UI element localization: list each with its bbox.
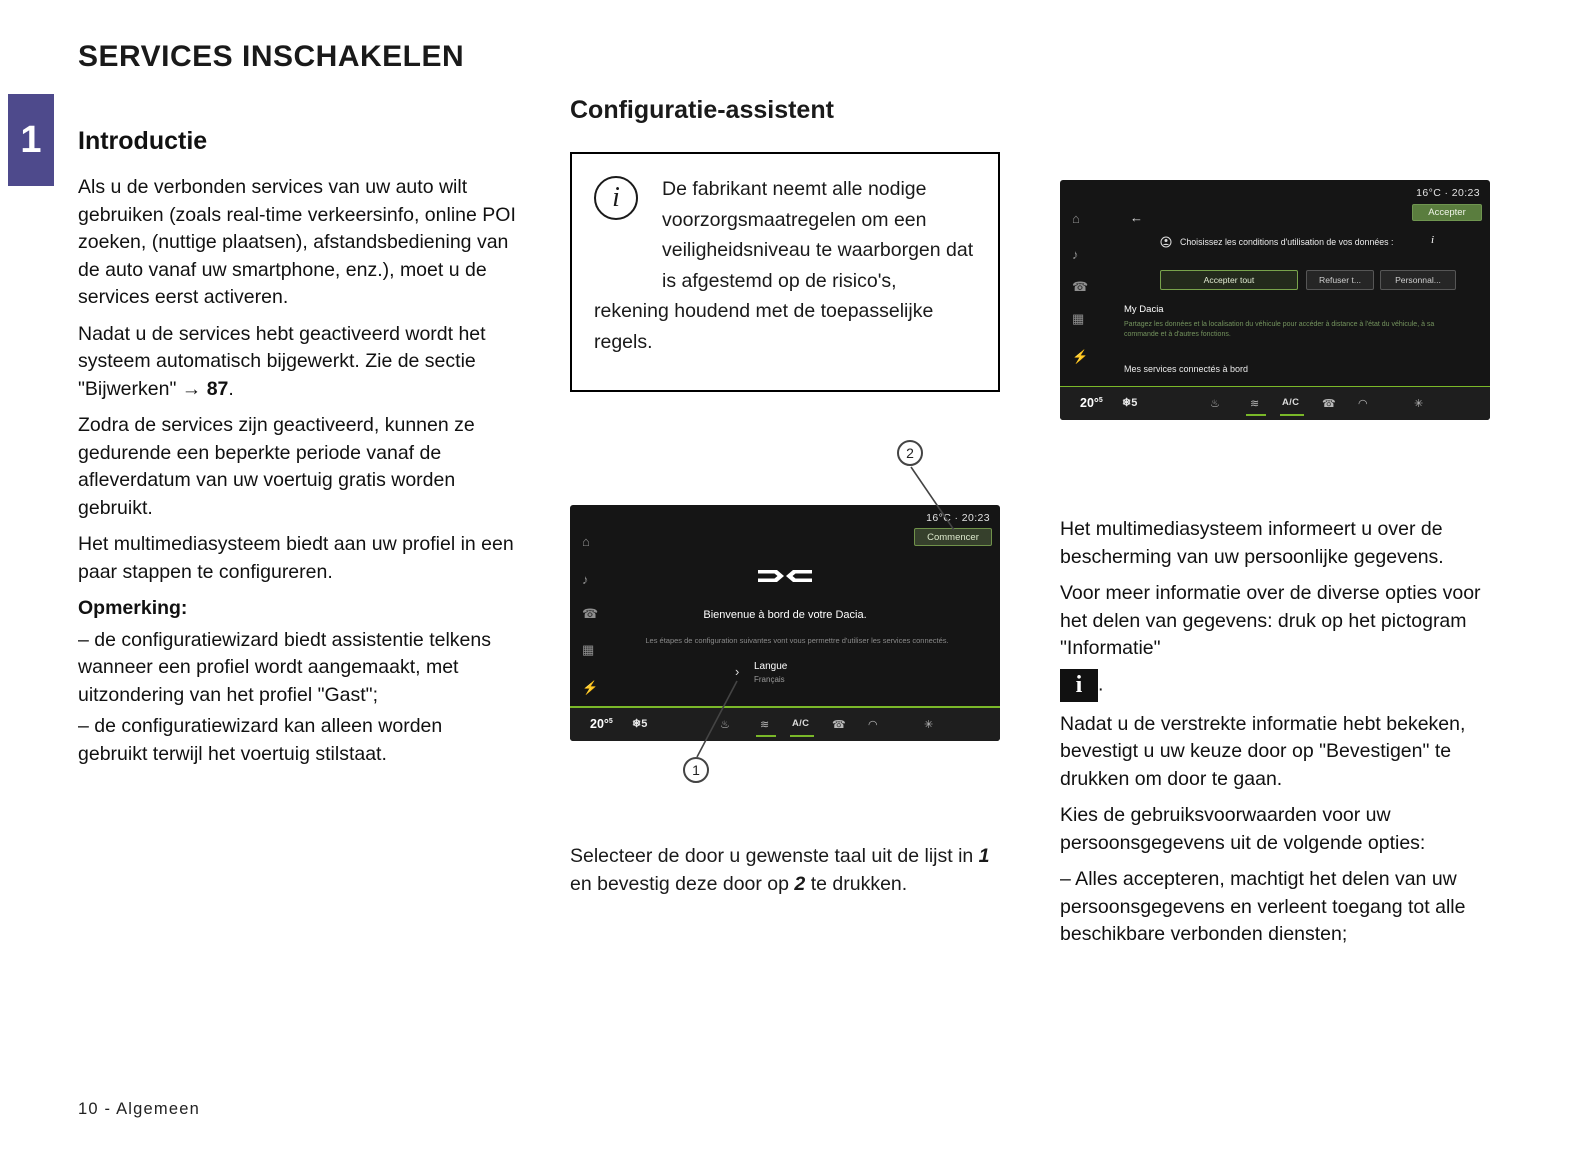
fan-speed: 5 xyxy=(641,718,648,730)
privacy-description: Partagez les données et la localisation du véhicule pour accéder à distance à l'état du véhicule, à sa commande et à d'autres fonctions. xyxy=(1124,321,1435,338)
air-vent-icon[interactable]: ≋ xyxy=(1250,398,1260,410)
fan-speed: 5 xyxy=(1131,397,1138,409)
temperature-decimal: 5 xyxy=(1098,396,1103,404)
active-indicator xyxy=(1280,414,1304,416)
circled-info-icon: i xyxy=(594,176,638,220)
seat-heat-icon[interactable]: ♨ xyxy=(1210,398,1220,410)
climate-bar xyxy=(1060,387,1490,420)
signal-icon[interactable]: ◠ xyxy=(868,719,878,731)
privacy-column xyxy=(1060,516,1498,958)
personalize-button[interactable]: Personnal... xyxy=(1380,270,1456,290)
callout-2: 2 xyxy=(897,440,923,466)
welcome-subtitle: Les étapes de configuration suivantes vont vous permettre d'utiliser les services connectés. xyxy=(645,636,949,645)
accept-all-button[interactable]: Accepter tout xyxy=(1160,270,1298,290)
privacy-paragraph-3: Nadat u de verstrekte informatie hebt bekeken, bevestigt u uw keuze door op "Bevestigen" te drukken om door te gaan. xyxy=(1060,712,1466,790)
infotainment-welcome-screenshot xyxy=(570,505,1000,741)
phone-climate-icon[interactable]: ☎ xyxy=(832,719,846,731)
apps-icon[interactable]: ▦ xyxy=(1072,311,1085,326)
caption-text: Selecteer de door u gewenste taal uit de lijst in xyxy=(570,845,979,867)
privacy-bullet-1: – Alles accepteren, machtigt het delen van uw persoonsgegevens en verleent toegang tot alle beschikbare verbonden diensten; xyxy=(1060,868,1466,945)
intro-paragraph-2 xyxy=(78,321,516,404)
note-item-2: – de configuratiewizard kan alleen worden gebruikt terwijl het voertuig stilstaat. xyxy=(78,715,443,765)
callout-1-line xyxy=(692,678,742,760)
info-icon[interactable]: i xyxy=(1430,234,1434,246)
connected-services-label: Mes services connectés à bord xyxy=(1124,364,1249,374)
page-title: SERVICES INSCHAKELEN xyxy=(78,40,465,73)
active-indicator xyxy=(790,735,814,737)
infotainment-consent-screenshot xyxy=(1060,180,1490,420)
vehicle-icon[interactable]: ⚡ xyxy=(1072,349,1089,364)
assistant-heading: Configuratie-assistent xyxy=(570,96,834,124)
temperature-value[interactable]: 20° xyxy=(1080,396,1099,410)
climate-bar xyxy=(570,708,1000,741)
intro-paragraph-3: Zodra de services zijn geactiveerd, kunnen ze gedurende een beperkte periode vanaf de afleverdatum van uw voertuig gratis worden gebruikt. xyxy=(78,414,475,519)
phone-icon[interactable]: ☎ xyxy=(582,606,599,621)
note-heading: Opmerking: xyxy=(78,597,188,619)
temperature-decimal: 5 xyxy=(608,717,613,725)
air-vent-icon[interactable]: ≋ xyxy=(760,719,770,731)
chapter-number-tab: 1 xyxy=(8,94,54,186)
cross-reference-arrow-icon: → xyxy=(181,377,202,400)
privacy-paragraph-1: Het multimediasysteem informeert u over de bescherming van uw persoonlijke gegevens. xyxy=(1060,518,1444,568)
my-dacia-label: My Dacia xyxy=(1124,304,1164,315)
fan-icon[interactable]: ❄ xyxy=(1122,397,1132,409)
intro-paragraph-2-text: Nadat u de services hebt geactiveerd wordt het systeem automatisch bijgewerkt. Zie de sectie "Bijwerken" xyxy=(78,322,486,400)
information-pictogram-icon: i xyxy=(1060,669,1098,702)
fan-icon[interactable]: ❄ xyxy=(632,718,642,730)
accepter-button[interactable]: Accepter xyxy=(1412,204,1482,221)
intro-paragraph-2-period: . xyxy=(228,377,234,400)
language-setting-label[interactable]: Langue xyxy=(754,661,788,672)
defrost-fan-icon[interactable]: ✳ xyxy=(1414,398,1424,410)
callout-2-line xyxy=(905,464,960,536)
chevron-right-icon: › xyxy=(735,664,740,679)
intro-paragraph-4: Het multimediasysteem biedt aan uw profiel in een paar stappen te configureren. xyxy=(78,533,514,583)
active-indicator xyxy=(1246,414,1266,416)
safety-info-text: De fabrikant neemt alle nodige voorzorgsmaatregelen om een veiligheidsniveau te waarborgen dat is afgestemd op de risico's, rekening houdend met de toepasselijke regels. xyxy=(594,178,974,353)
dacia-logo-icon xyxy=(757,569,813,588)
caption-text: en bevestig deze door op xyxy=(570,873,795,895)
cross-reference-page[interactable]: 87 xyxy=(201,377,229,400)
welcome-title: Bienvenue à bord de votre Dacia. xyxy=(703,609,867,621)
page-footer: 10 - Algemeen xyxy=(78,1100,201,1118)
privacy-paragraph-4: Kies de gebruiksvoorwaarden voor uw persoonsgegevens uit de volgende opties: xyxy=(1060,804,1426,854)
status-clock: 16°C · 20:23 xyxy=(926,512,990,524)
screenshot-caption xyxy=(570,842,1008,898)
language-setting-value[interactable]: Français xyxy=(754,675,785,684)
intro-heading: Introductie xyxy=(78,127,208,155)
apps-icon[interactable]: ▦ xyxy=(582,642,595,657)
back-arrow-icon[interactable]: ← xyxy=(1130,210,1143,225)
conditions-label: Choisissez les conditions d'utilisation de vos données : xyxy=(1180,237,1394,247)
ac-button[interactable]: A/C xyxy=(1282,397,1300,408)
defrost-fan-icon[interactable]: ✳ xyxy=(924,719,934,731)
vehicle-icon[interactable]: ⚡ xyxy=(582,680,599,695)
temperature-value[interactable]: 20° xyxy=(590,717,609,731)
phone-climate-icon[interactable]: ☎ xyxy=(1322,398,1336,410)
commencer-button[interactable]: Commencer xyxy=(914,528,992,546)
intro-paragraph-1: Als u de verbonden services van uw auto wilt gebruiken (zoals real-time verkeersinfo, online POI zoeken, (nuttige plaatsen), afstandsbediening van de auto vanaf uw smartphone, enz.), moet u de services eerst activeren. xyxy=(78,176,516,308)
seat-heat-icon[interactable]: ♨ xyxy=(720,719,730,731)
caption-ref-1: 1 xyxy=(978,845,990,867)
information-icon-line xyxy=(1060,669,1498,702)
privacy-paragraph-2: Voor meer informatie over de diverse opties voor het delen van gegevens: druk op het pictogram "Informatie" xyxy=(1060,582,1481,659)
active-indicator xyxy=(756,735,776,737)
note-item-1: – de configuratiewizard biedt assistentie telkens wanneer een profiel wordt aangemaakt, met uitzondering van het profiel "Gast"; xyxy=(78,628,491,706)
refuse-button[interactable]: Refuser t... xyxy=(1306,270,1374,290)
intro-column xyxy=(78,126,516,777)
caption-ref-2: 2 xyxy=(794,873,806,895)
signal-icon[interactable]: ◠ xyxy=(1358,398,1368,410)
home-icon[interactable]: ⌂ xyxy=(582,534,590,549)
user-profile-icon xyxy=(1160,235,1172,253)
media-icon[interactable]: ♪ xyxy=(1072,247,1079,262)
icon-line-period: . xyxy=(1098,673,1104,696)
caption-text: te drukken. xyxy=(805,873,908,895)
phone-icon[interactable]: ☎ xyxy=(1072,279,1089,294)
home-icon[interactable]: ⌂ xyxy=(1072,211,1080,226)
callout-1: 1 xyxy=(683,757,709,783)
status-clock: 16°C · 20:23 xyxy=(1416,187,1480,199)
media-icon[interactable]: ♪ xyxy=(582,572,589,587)
safety-info-box xyxy=(570,152,1000,392)
ac-button[interactable]: A/C xyxy=(792,718,810,729)
